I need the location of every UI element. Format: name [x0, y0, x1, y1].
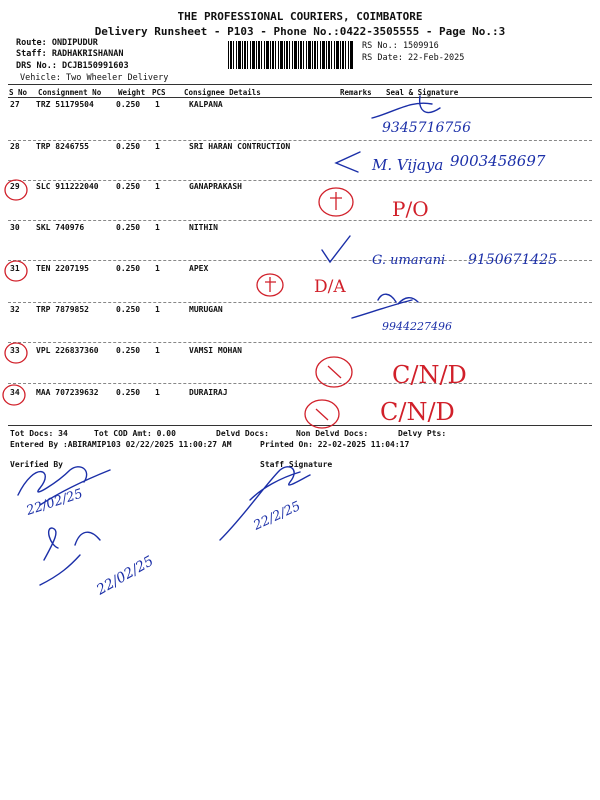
delvy-pts: Delvy Pts:: [398, 429, 447, 438]
row30-phone: 9150671425: [468, 252, 558, 268]
col-remarks: Remarks: [340, 88, 372, 97]
row-weight: 0.250: [116, 388, 141, 397]
row30-name: G. umarani: [372, 253, 446, 268]
row-consignment-no: SLC 911222040: [36, 182, 99, 191]
red-cross-row34: [316, 409, 328, 420]
row-pcs: 1: [155, 388, 160, 397]
drs-label: DRS No.: DCJB150991603: [16, 61, 129, 71]
row-sno: 31: [10, 264, 20, 273]
red-cross-row33: [328, 366, 341, 378]
row-consignment-no: TRZ 51179504: [36, 100, 94, 109]
company-title: THE PROFESSIONAL COURIERS, COIMBATORE: [177, 10, 423, 23]
row-consignee: MURUGAN: [189, 305, 223, 314]
red-cross-row31: [265, 277, 276, 292]
row-weight: 0.250: [116, 100, 141, 109]
row-pcs: 1: [155, 264, 160, 273]
staff-signature-label: Staff Signature: [260, 460, 333, 469]
row-pcs: 1: [155, 346, 160, 355]
verified-signature: [18, 467, 110, 585]
row-sno: 28: [10, 142, 20, 151]
row-consignee: VAMSI MOHAN: [189, 346, 242, 355]
rs-number: RS No.: 1509916: [362, 41, 439, 51]
col-sno: S No: [9, 88, 28, 97]
tot-docs: Tot Docs: 34: [10, 429, 68, 438]
row-pcs: 1: [155, 223, 160, 232]
runsheet-subtitle: Delivery Runsheet - P103 - Phone No.:0422-3505555 - Page No.:3: [94, 25, 506, 38]
row32-phone: 9944227496: [382, 320, 452, 333]
staff-label: Staff: RADHAKRISHANAN: [16, 49, 124, 59]
row-consignee: SRI HARAN CONTRUCTION: [189, 142, 291, 151]
row31-remark: D/A: [314, 277, 346, 297]
col-seal-signature: Seal & Signature: [386, 88, 459, 97]
row-sno: 33: [10, 346, 20, 355]
red-cross-row29: [330, 192, 342, 210]
row-weight: 0.250: [116, 305, 141, 314]
verified-by-label: Verified By: [10, 460, 63, 469]
non-delvd-docs: Non Delvd Docs:: [296, 429, 369, 438]
row-sno: 34: [10, 388, 20, 397]
row-sno: 27: [10, 100, 20, 109]
col-consignee: Consignee Details: [184, 88, 261, 97]
row-consignment-no: SKL 740976: [36, 223, 85, 232]
col-weight: Weight: [118, 88, 146, 97]
row-pcs: 1: [155, 142, 160, 151]
tick-row28: [336, 152, 360, 172]
bottom-date: 22/02/25: [94, 553, 157, 599]
signature-row27: [372, 96, 440, 118]
row-consignee: DURAIRAJ: [189, 388, 228, 397]
row33-remark: C/N/D: [392, 361, 467, 389]
row34-remark: C/N/D: [380, 398, 455, 426]
row-weight: 0.250: [116, 223, 141, 232]
circle-sno-29: [5, 180, 27, 200]
row28-phone: 9003458697: [450, 152, 546, 170]
row27-phone: 9345716756: [382, 120, 472, 136]
verified-date: 22/02/25: [24, 486, 85, 519]
row-consignment-no: MAA 707239632: [36, 388, 99, 397]
row29-remark: P/O: [392, 197, 429, 221]
row-consignment-no: TRP 8246755: [36, 142, 89, 151]
tick-row30: [322, 236, 350, 262]
circle-sno-34: [3, 385, 25, 405]
row28-name: M. Vijaya: [372, 156, 444, 174]
row-pcs: 1: [155, 305, 160, 314]
row-weight: 0.250: [116, 346, 141, 355]
row-sno: 32: [10, 305, 20, 314]
row-weight: 0.250: [116, 264, 141, 273]
row-consignment-no: TEN 2207195: [36, 264, 89, 273]
row-weight: 0.250: [116, 182, 141, 191]
row-weight: 0.250: [116, 142, 141, 151]
printed-on: Printed On: 22-02-2025 11:04:17: [260, 440, 410, 449]
entered-by: Entered By :ABIRAMIP103 02/22/2025 11:00:27 AM: [10, 440, 232, 449]
signature-row32: [352, 294, 418, 318]
row-sno: 30: [10, 223, 20, 232]
row-pcs: 1: [155, 100, 160, 109]
rs-date: RS Date: 22-Feb-2025: [362, 53, 465, 63]
route-label: Route: ONDIPUDUR: [16, 38, 98, 48]
delvd-docs: Delvd Docs:: [216, 429, 269, 438]
row-pcs: 1: [155, 182, 160, 191]
circle-sno-31: [5, 261, 27, 281]
row-sno: 29: [10, 182, 20, 191]
col-consignment: Consignment No: [38, 88, 102, 97]
tot-cod-amt: Tot COD Amt: 0.00: [94, 429, 176, 438]
staff-date: 22/2/25: [251, 498, 304, 534]
row-consignment-no: TRP 7879852: [36, 305, 89, 314]
row-consignment-no: VPL 226837360: [36, 346, 99, 355]
col-pcs: PCS: [152, 88, 166, 97]
vehicle-label: Vehicle: Two Wheeler Delivery: [20, 73, 169, 83]
row-consignee: APEX: [189, 264, 209, 273]
circle-sno-33: [5, 343, 27, 363]
row-consignee: GANAPRAKASH: [189, 182, 242, 191]
row-consignee: NITHIN: [189, 223, 218, 232]
row-consignee: KALPANA: [189, 100, 223, 109]
